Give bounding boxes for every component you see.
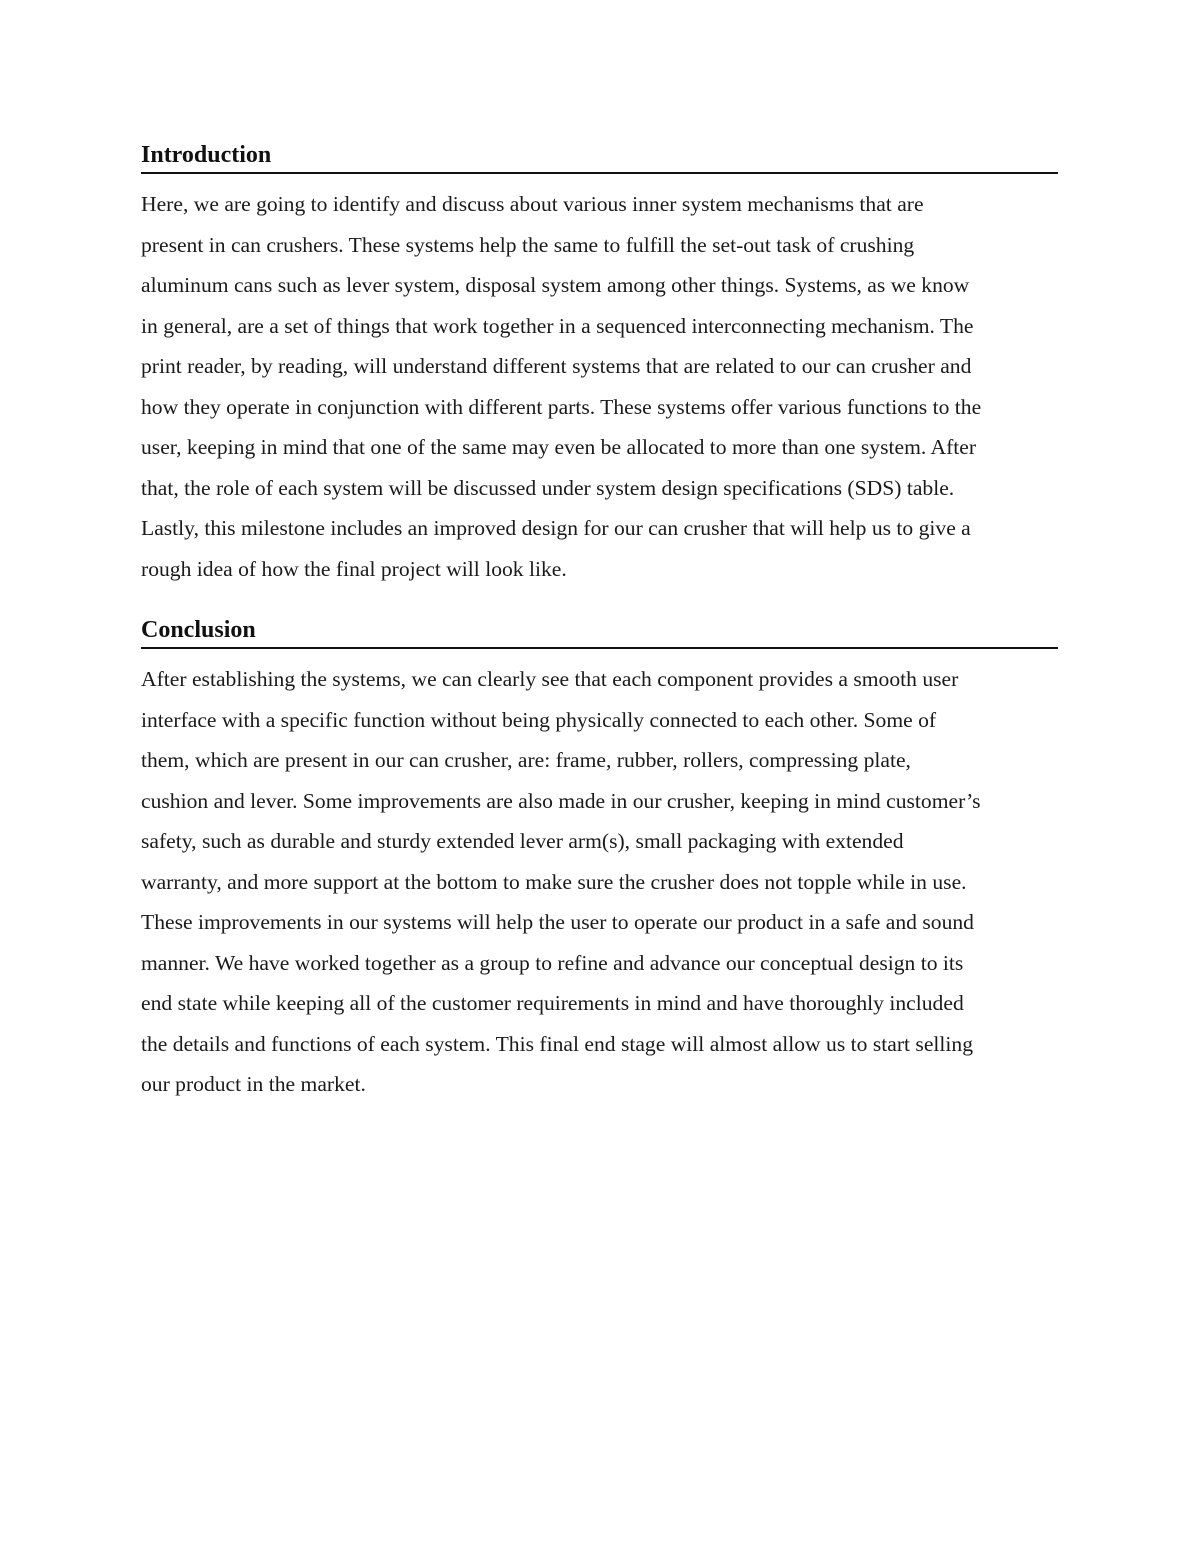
conclusion-heading: Conclusion bbox=[141, 615, 1058, 649]
paragraph-line: in general, are a set of things that work together in a sequenced interconnecting mechanism. The bbox=[141, 313, 974, 338]
paragraph-line: manner. We have worked together as a group to refine and advance our conceptual design to its bbox=[141, 950, 964, 975]
introduction-section bbox=[141, 140, 1058, 589]
introduction-paragraph bbox=[141, 184, 1058, 589]
paragraph-line: them, which are present in our can crusher, are: frame, rubber, rollers, compressing plate, bbox=[141, 748, 911, 772]
paragraph-line: interface with a specific function without being physically connected to each other. Some of bbox=[141, 707, 937, 732]
conclusion-paragraph bbox=[141, 659, 1058, 1105]
paragraph-line: present in can crushers. These systems help the same to fulfill the set-out task of crushing bbox=[141, 232, 915, 257]
introduction-heading: Introduction bbox=[141, 140, 1058, 174]
paragraph-line: user, keeping in mind that one of the same may even be allocated to more than one system. After bbox=[141, 435, 977, 459]
paragraph-line: After establishing the systems, we can clearly see that each component provides a smooth user bbox=[141, 667, 959, 691]
paragraph-line: safety, such as durable and sturdy extended lever arm(s), small packaging with extended bbox=[141, 829, 904, 853]
paragraph-line: Lastly, this milestone includes an improved design for our can crusher that will help us to give a bbox=[141, 516, 971, 540]
paragraph-line: the details and functions of each system. This final end stage will almost allow us to start selling bbox=[141, 1031, 974, 1056]
paragraph-line: aluminum cans such as lever system, disposal system among other things. Systems, as we know bbox=[141, 273, 970, 297]
paragraph-line: end state while keeping all of the customer requirements in mind and have thoroughly included bbox=[141, 991, 964, 1015]
paragraph-line: cushion and lever. Some improvements are also made in our crusher, keeping in mind customer’s bbox=[141, 788, 981, 813]
paragraph-line: warranty, and more support at the bottom to make sure the crusher does not topple while in use. bbox=[141, 869, 967, 894]
paragraph-line: These improvements in our systems will help the user to operate our product in a safe and sound bbox=[141, 910, 974, 934]
paragraph-line: rough idea of how the final project will look like. bbox=[141, 556, 567, 581]
paragraph-line: how they operate in conjunction with different parts. These systems offer various functions to the bbox=[141, 394, 982, 419]
paragraph-line: our product in the market. bbox=[141, 1072, 366, 1096]
paragraph-line: Here, we are going to identify and discuss about various inner system mechanisms that are bbox=[141, 192, 924, 216]
paragraph-line: print reader, by reading, will understand different systems that are related to our can crusher and bbox=[141, 354, 972, 378]
paragraph-line: that, the role of each system will be discussed under system design specifications (SDS) table. bbox=[141, 475, 955, 500]
conclusion-section bbox=[141, 615, 1058, 1105]
